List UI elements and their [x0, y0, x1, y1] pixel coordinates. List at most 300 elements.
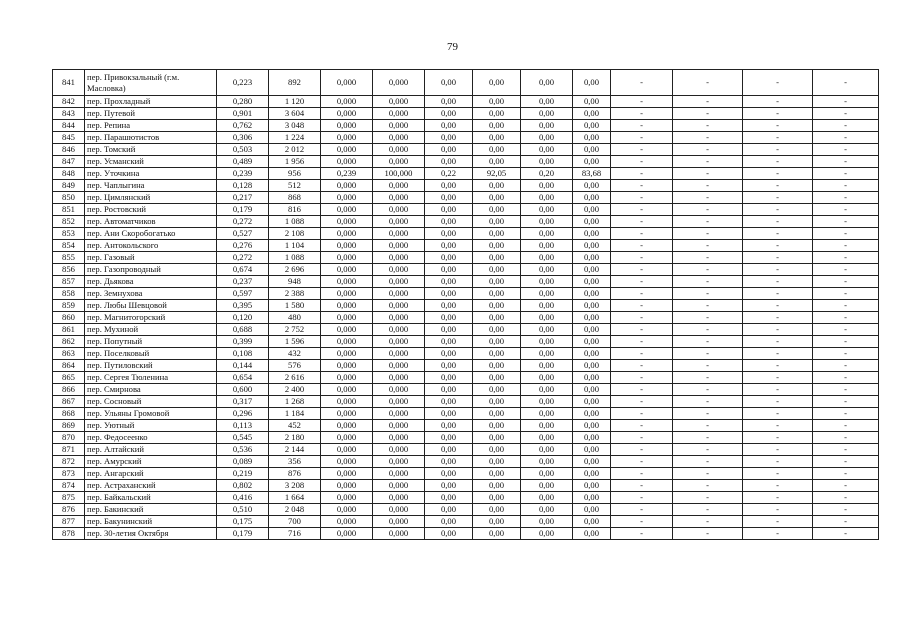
table-row: [53, 516, 879, 528]
area-value: 3 048: [269, 120, 321, 132]
value-col-8: 0,00: [573, 372, 611, 384]
table-row: [53, 108, 879, 120]
area-value: 432: [269, 348, 321, 360]
row-number: 869: [53, 420, 85, 432]
dash-col-3: -: [743, 312, 813, 324]
row-number: 876: [53, 504, 85, 516]
value-col-5: 0,00: [425, 70, 473, 96]
value-col-5: 0,00: [425, 228, 473, 240]
percent-value: 0,000: [373, 360, 425, 372]
street-name: пер. Попутный: [85, 336, 217, 348]
table-row: [53, 120, 879, 132]
dash-col-2: -: [673, 312, 743, 324]
value-col-3: 0,000: [321, 336, 373, 348]
percent-value: 0,000: [373, 156, 425, 168]
length-value: 0,179: [217, 528, 269, 540]
dash-col-1: -: [611, 132, 673, 144]
dash-col-3: -: [743, 192, 813, 204]
dash-col-4: -: [813, 144, 879, 156]
row-number: 868: [53, 408, 85, 420]
value-col-8: 83,68: [573, 168, 611, 180]
value-col-6: 0,00: [473, 528, 521, 540]
length-value: 0,503: [217, 144, 269, 156]
value-col-8: 0,00: [573, 480, 611, 492]
value-col-6: 0,00: [473, 70, 521, 96]
value-col-6: 0,00: [473, 276, 521, 288]
value-col-5: 0,00: [425, 384, 473, 396]
value-col-7: 0,00: [521, 228, 573, 240]
dash-col-1: -: [611, 384, 673, 396]
row-number: 846: [53, 144, 85, 156]
value-col-7: 0,00: [521, 252, 573, 264]
value-col-7: 0,00: [521, 468, 573, 480]
street-name: пер. Байкальский: [85, 492, 217, 504]
table-row: [53, 336, 879, 348]
value-col-6: 0,00: [473, 372, 521, 384]
area-value: 2 108: [269, 228, 321, 240]
percent-value: 0,000: [373, 348, 425, 360]
street-name: пер. Алтайский: [85, 444, 217, 456]
street-name: пер. Земнухова: [85, 288, 217, 300]
percent-value: 0,000: [373, 432, 425, 444]
length-value: 0,399: [217, 336, 269, 348]
value-col-3: 0,239: [321, 168, 373, 180]
street-name: пер. Путевой: [85, 108, 217, 120]
dash-col-2: -: [673, 108, 743, 120]
area-value: 2 616: [269, 372, 321, 384]
area-value: 2 144: [269, 444, 321, 456]
value-col-5: 0,00: [425, 360, 473, 372]
dash-col-1: -: [611, 252, 673, 264]
dash-col-4: -: [813, 420, 879, 432]
length-value: 0,280: [217, 96, 269, 108]
street-name: пер. Парашютистов: [85, 132, 217, 144]
value-col-3: 0,000: [321, 432, 373, 444]
value-col-7: 0,00: [521, 372, 573, 384]
dash-col-3: -: [743, 480, 813, 492]
percent-value: 0,000: [373, 300, 425, 312]
street-name: пер. Астраханский: [85, 480, 217, 492]
length-value: 0,120: [217, 312, 269, 324]
value-col-7: 0,00: [521, 108, 573, 120]
value-col-3: 0,000: [321, 156, 373, 168]
dash-col-4: -: [813, 408, 879, 420]
value-col-3: 0,000: [321, 144, 373, 156]
dash-col-3: -: [743, 132, 813, 144]
dash-col-2: -: [673, 300, 743, 312]
dash-col-3: -: [743, 228, 813, 240]
length-value: 0,416: [217, 492, 269, 504]
dash-col-1: -: [611, 192, 673, 204]
dash-col-3: -: [743, 204, 813, 216]
table-row: [53, 276, 879, 288]
dash-col-1: -: [611, 228, 673, 240]
length-value: 0,674: [217, 264, 269, 276]
length-value: 0,108: [217, 348, 269, 360]
percent-value: 0,000: [373, 492, 425, 504]
length-value: 0,219: [217, 468, 269, 480]
area-value: 480: [269, 312, 321, 324]
percent-value: 0,000: [373, 528, 425, 540]
value-col-6: 0,00: [473, 180, 521, 192]
dash-col-2: -: [673, 180, 743, 192]
percent-value: 0,000: [373, 180, 425, 192]
value-col-7: 0,00: [521, 192, 573, 204]
row-number: 842: [53, 96, 85, 108]
value-col-5: 0,00: [425, 468, 473, 480]
value-col-5: 0,00: [425, 504, 473, 516]
area-value: 2 180: [269, 432, 321, 444]
dash-col-3: -: [743, 288, 813, 300]
value-col-8: 0,00: [573, 264, 611, 276]
percent-value: 0,000: [373, 216, 425, 228]
value-col-5: 0,00: [425, 528, 473, 540]
value-col-7: 0,00: [521, 528, 573, 540]
dash-col-3: -: [743, 156, 813, 168]
street-name: пер. Цимлянский: [85, 192, 217, 204]
dash-col-1: -: [611, 492, 673, 504]
percent-value: 0,000: [373, 288, 425, 300]
length-value: 0,179: [217, 204, 269, 216]
dash-col-4: -: [813, 384, 879, 396]
dash-col-4: -: [813, 348, 879, 360]
row-number: 867: [53, 396, 85, 408]
dash-col-2: -: [673, 444, 743, 456]
dash-col-4: -: [813, 336, 879, 348]
value-col-6: 0,00: [473, 456, 521, 468]
value-col-5: 0,00: [425, 420, 473, 432]
dash-col-2: -: [673, 456, 743, 468]
length-value: 0,600: [217, 384, 269, 396]
value-col-5: 0,00: [425, 192, 473, 204]
dash-col-4: -: [813, 516, 879, 528]
table-row: [53, 288, 879, 300]
value-col-5: 0,00: [425, 96, 473, 108]
dash-col-4: -: [813, 180, 879, 192]
percent-value: 0,000: [373, 480, 425, 492]
value-col-5: 0,00: [425, 492, 473, 504]
value-col-8: 0,00: [573, 336, 611, 348]
street-name: пер. Ульяны Громовой: [85, 408, 217, 420]
dash-col-2: -: [673, 336, 743, 348]
value-col-5: 0,00: [425, 108, 473, 120]
value-col-8: 0,00: [573, 108, 611, 120]
value-col-8: 0,00: [573, 240, 611, 252]
dash-col-4: -: [813, 252, 879, 264]
dash-col-2: -: [673, 468, 743, 480]
dash-col-1: -: [611, 360, 673, 372]
value-col-7: 0,00: [521, 216, 573, 228]
area-value: 948: [269, 276, 321, 288]
street-name: пер. Бакунинский: [85, 516, 217, 528]
value-col-6: 0,00: [473, 156, 521, 168]
area-value: 2 012: [269, 144, 321, 156]
dash-col-4: -: [813, 204, 879, 216]
value-col-5: 0,00: [425, 264, 473, 276]
percent-value: 100,000: [373, 168, 425, 180]
value-col-7: 0,00: [521, 492, 573, 504]
value-col-7: 0,00: [521, 204, 573, 216]
table-row: [53, 70, 879, 96]
dash-col-4: -: [813, 312, 879, 324]
street-name: пер. Мухиной: [85, 324, 217, 336]
value-col-3: 0,000: [321, 516, 373, 528]
area-value: 3 604: [269, 108, 321, 120]
value-col-8: 0,00: [573, 468, 611, 480]
dash-col-3: -: [743, 444, 813, 456]
area-value: 1 184: [269, 408, 321, 420]
table-row: [53, 528, 879, 540]
row-number: 852: [53, 216, 85, 228]
area-value: 356: [269, 456, 321, 468]
dash-col-1: -: [611, 216, 673, 228]
value-col-8: 0,00: [573, 492, 611, 504]
dash-col-3: -: [743, 432, 813, 444]
dash-col-4: -: [813, 504, 879, 516]
value-col-5: 0,00: [425, 372, 473, 384]
length-value: 0,296: [217, 408, 269, 420]
length-value: 0,527: [217, 228, 269, 240]
dash-col-3: -: [743, 120, 813, 132]
value-col-7: 0,00: [521, 360, 573, 372]
dash-col-2: -: [673, 144, 743, 156]
table-row: [53, 420, 879, 432]
value-col-3: 0,000: [321, 492, 373, 504]
value-col-3: 0,000: [321, 348, 373, 360]
street-name: пер. Сергея Тюленина: [85, 372, 217, 384]
value-col-8: 0,00: [573, 288, 611, 300]
dash-col-3: -: [743, 516, 813, 528]
value-col-6: 92,05: [473, 168, 521, 180]
value-col-3: 0,000: [321, 264, 373, 276]
dash-col-4: -: [813, 372, 879, 384]
dash-col-3: -: [743, 456, 813, 468]
area-value: 1 104: [269, 240, 321, 252]
value-col-7: 0,00: [521, 480, 573, 492]
value-col-3: 0,000: [321, 276, 373, 288]
value-col-5: 0,00: [425, 240, 473, 252]
row-number: 848: [53, 168, 85, 180]
percent-value: 0,000: [373, 228, 425, 240]
table-row: [53, 312, 879, 324]
length-value: 0,144: [217, 360, 269, 372]
value-col-7: 0,00: [521, 120, 573, 132]
dash-col-2: -: [673, 504, 743, 516]
length-value: 0,217: [217, 192, 269, 204]
value-col-5: 0,00: [425, 276, 473, 288]
area-value: 452: [269, 420, 321, 432]
value-col-5: 0,00: [425, 180, 473, 192]
value-col-7: 0,00: [521, 288, 573, 300]
dash-col-3: -: [743, 264, 813, 276]
length-value: 0,688: [217, 324, 269, 336]
value-col-6: 0,00: [473, 384, 521, 396]
dash-col-3: -: [743, 384, 813, 396]
street-name: пер. Уютный: [85, 420, 217, 432]
row-number: 856: [53, 264, 85, 276]
value-col-6: 0,00: [473, 264, 521, 276]
table-row: [53, 408, 879, 420]
dash-col-4: -: [813, 96, 879, 108]
value-col-6: 0,00: [473, 408, 521, 420]
value-col-7: 0,00: [521, 384, 573, 396]
value-col-8: 0,00: [573, 348, 611, 360]
row-number: 855: [53, 252, 85, 264]
value-col-3: 0,000: [321, 288, 373, 300]
row-number: 851: [53, 204, 85, 216]
dash-col-1: -: [611, 432, 673, 444]
table-row: [53, 240, 879, 252]
value-col-3: 0,000: [321, 192, 373, 204]
value-col-5: 0,00: [425, 132, 473, 144]
value-col-7: 0,00: [521, 240, 573, 252]
value-col-8: 0,00: [573, 300, 611, 312]
value-col-3: 0,000: [321, 204, 373, 216]
value-col-3: 0,000: [321, 372, 373, 384]
street-name: пер. Ани Скоробогатько: [85, 228, 217, 240]
value-col-8: 0,00: [573, 420, 611, 432]
dash-col-3: -: [743, 360, 813, 372]
value-col-7: 0,00: [521, 444, 573, 456]
dash-col-4: -: [813, 444, 879, 456]
value-col-3: 0,000: [321, 96, 373, 108]
value-col-6: 0,00: [473, 192, 521, 204]
dash-col-2: -: [673, 396, 743, 408]
value-col-6: 0,00: [473, 504, 521, 516]
percent-value: 0,000: [373, 120, 425, 132]
table-row: [53, 492, 879, 504]
dash-col-4: -: [813, 396, 879, 408]
street-name: пер. Томский: [85, 144, 217, 156]
value-col-8: 0,00: [573, 70, 611, 96]
row-number: 874: [53, 480, 85, 492]
dash-col-2: -: [673, 120, 743, 132]
length-value: 0,237: [217, 276, 269, 288]
street-name: пер. Путиловский: [85, 360, 217, 372]
street-name: пер. Дьякова: [85, 276, 217, 288]
value-col-8: 0,00: [573, 144, 611, 156]
value-col-6: 0,00: [473, 336, 521, 348]
value-col-5: 0,00: [425, 396, 473, 408]
dash-col-1: -: [611, 288, 673, 300]
dash-col-2: -: [673, 288, 743, 300]
area-value: 512: [269, 180, 321, 192]
length-value: 0,545: [217, 432, 269, 444]
percent-value: 0,000: [373, 336, 425, 348]
value-col-3: 0,000: [321, 444, 373, 456]
value-col-8: 0,00: [573, 120, 611, 132]
value-col-7: 0,00: [521, 96, 573, 108]
area-value: 700: [269, 516, 321, 528]
value-col-8: 0,00: [573, 528, 611, 540]
value-col-7: 0,00: [521, 70, 573, 96]
value-col-7: 0,00: [521, 408, 573, 420]
dash-col-1: -: [611, 156, 673, 168]
value-col-3: 0,000: [321, 468, 373, 480]
value-col-3: 0,000: [321, 120, 373, 132]
value-col-6: 0,00: [473, 444, 521, 456]
table-row: [53, 264, 879, 276]
dash-col-3: -: [743, 168, 813, 180]
dash-col-1: -: [611, 444, 673, 456]
value-col-7: 0,00: [521, 300, 573, 312]
street-name: пер. Сосновый: [85, 396, 217, 408]
row-number: 865: [53, 372, 85, 384]
dash-col-1: -: [611, 276, 673, 288]
table-row: [53, 300, 879, 312]
percent-value: 0,000: [373, 70, 425, 96]
percent-value: 0,000: [373, 408, 425, 420]
street-name: пер. Федосеенко: [85, 432, 217, 444]
table-row: [53, 372, 879, 384]
length-value: 0,536: [217, 444, 269, 456]
dash-col-2: -: [673, 132, 743, 144]
street-name: пер. Магнитогорский: [85, 312, 217, 324]
value-col-7: 0,00: [521, 456, 573, 468]
dash-col-1: -: [611, 312, 673, 324]
dash-col-3: -: [743, 420, 813, 432]
length-value: 0,317: [217, 396, 269, 408]
value-col-8: 0,00: [573, 432, 611, 444]
dash-col-3: -: [743, 396, 813, 408]
value-col-3: 0,000: [321, 228, 373, 240]
value-col-6: 0,00: [473, 312, 521, 324]
percent-value: 0,000: [373, 420, 425, 432]
street-name: пер. Антокольского: [85, 240, 217, 252]
table-row: [53, 228, 879, 240]
length-value: 0,395: [217, 300, 269, 312]
street-name: пер. Поселковый: [85, 348, 217, 360]
area-value: 1 088: [269, 252, 321, 264]
dash-col-4: -: [813, 276, 879, 288]
value-col-8: 0,00: [573, 504, 611, 516]
street-name: пер. Любы Шевцовой: [85, 300, 217, 312]
area-value: 868: [269, 192, 321, 204]
dash-col-3: -: [743, 468, 813, 480]
value-col-6: 0,00: [473, 132, 521, 144]
value-col-7: 0,00: [521, 432, 573, 444]
table-row: [53, 432, 879, 444]
table-row: [53, 252, 879, 264]
dash-col-3: -: [743, 372, 813, 384]
dash-col-2: -: [673, 372, 743, 384]
area-value: 2 388: [269, 288, 321, 300]
value-col-6: 0,00: [473, 96, 521, 108]
dash-col-4: -: [813, 264, 879, 276]
area-value: 876: [269, 468, 321, 480]
row-number: 844: [53, 120, 85, 132]
dash-col-3: -: [743, 240, 813, 252]
value-col-8: 0,00: [573, 408, 611, 420]
dash-col-1: -: [611, 300, 673, 312]
value-col-7: 0,00: [521, 276, 573, 288]
dash-col-4: -: [813, 120, 879, 132]
dash-col-2: -: [673, 228, 743, 240]
dash-col-4: -: [813, 108, 879, 120]
dash-col-4: -: [813, 168, 879, 180]
value-col-5: 0,00: [425, 204, 473, 216]
value-col-3: 0,000: [321, 360, 373, 372]
table-row: [53, 180, 879, 192]
dash-col-2: -: [673, 216, 743, 228]
row-number: 860: [53, 312, 85, 324]
value-col-6: 0,00: [473, 480, 521, 492]
length-value: 0,510: [217, 504, 269, 516]
value-col-8: 0,00: [573, 132, 611, 144]
percent-value: 0,000: [373, 504, 425, 516]
row-number: 861: [53, 324, 85, 336]
street-name: пер. Ангарский: [85, 468, 217, 480]
